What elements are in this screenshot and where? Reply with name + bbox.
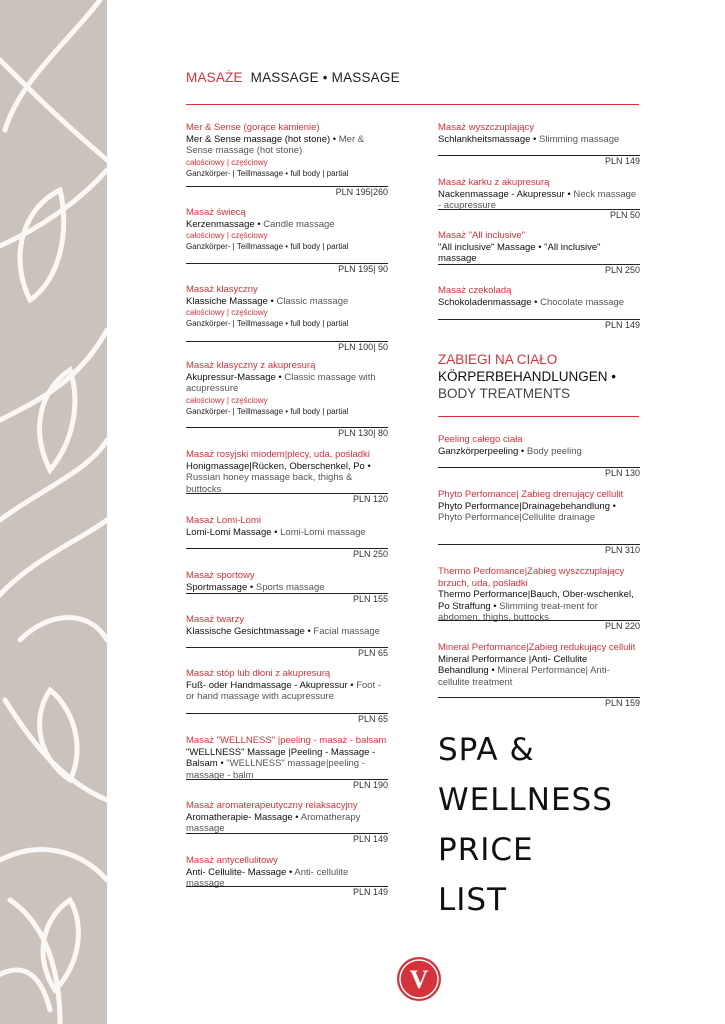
- item-price: PLN 195|260: [335, 187, 388, 197]
- heading-rest: MASSAGE • MASSAGE: [250, 70, 400, 85]
- item-name-de-en: [186, 812, 388, 835]
- item-name-pl: Masaż "All inclusive": [438, 230, 525, 241]
- heading-pl: MASAŻE: [186, 70, 243, 85]
- scope-de-en: Ganzkörper- | Teillmassage • full body | partial: [186, 319, 349, 328]
- item-name-en: Facial massage: [313, 625, 380, 637]
- item-price: PLN 130| 80: [338, 428, 388, 438]
- price-item: [438, 489, 640, 524]
- item-name-en: Foot - or hand massage with acupressure: [186, 679, 381, 702]
- item-name-pl: Peeling całego ciała: [438, 434, 523, 445]
- item-name-de: Lomi-Lomi Massage •: [186, 526, 278, 538]
- item-name-pl: Masaż sportowy: [186, 570, 255, 581]
- item-name-en: Neck massage - acupressure: [438, 188, 637, 211]
- price-item: [438, 122, 640, 145]
- item-name-en: Anti- cellulite massage: [186, 866, 349, 889]
- item-name-en: Classic massage with acupressure: [186, 371, 376, 394]
- item-price: PLN 149: [352, 887, 388, 897]
- item-name-en: Body peeling: [526, 445, 582, 457]
- price-item: [186, 614, 388, 637]
- item-name-de-en: [186, 296, 388, 308]
- item-name-en: "WELLNESS" massage|peeling - massage - balm: [186, 758, 365, 781]
- price-item: [438, 230, 640, 265]
- item-name-de: Mer & Sense massage (hot stone) •: [186, 133, 337, 145]
- page-heading: [186, 70, 400, 85]
- body-treatments-heading: [438, 351, 648, 402]
- item-name-de-en: [186, 680, 388, 703]
- section-title-en: BODY TREATMENTS: [438, 386, 571, 401]
- item-name-en: Slimming massage: [539, 133, 620, 145]
- item-price: PLN 65: [357, 648, 388, 658]
- item-name-de-en: [438, 501, 640, 524]
- item-price: PLN 250: [604, 265, 640, 275]
- item-name-en: Phyto Performance|Cellulite drainage: [438, 512, 596, 523]
- scope-pl: całościowy | częściowy: [186, 157, 268, 167]
- item-price: PLN 50: [609, 210, 640, 220]
- item-price: PLN 155: [352, 594, 388, 604]
- item-name-en: Lomi-Lomi massage: [280, 526, 366, 538]
- title-line-1: SPA &: [438, 732, 535, 768]
- item-name-de: Phyto Performance|Drainagebehandlung •: [438, 500, 616, 512]
- item-name-de: Klassische Gesichtmassage •: [186, 625, 311, 637]
- price-item: [438, 642, 640, 688]
- header-divider: [186, 104, 639, 105]
- price-item: [186, 449, 388, 495]
- item-price: PLN 149: [604, 156, 640, 166]
- item-price: PLN 159: [604, 698, 640, 708]
- title-line-4: LIST: [438, 882, 508, 918]
- section-title-de: KÖRPERBEHANDLUNGEN •: [438, 369, 617, 384]
- title-line-2: WELLNESS: [438, 782, 613, 818]
- price-list-title: [438, 725, 613, 925]
- item-name-de-en: [186, 582, 388, 594]
- price-item: [186, 122, 388, 179]
- item-name-de: Ganzkörperpeeling •: [438, 445, 525, 457]
- item-name-en: Chocolate massage: [540, 296, 625, 308]
- item-name-de: Schokoladenmassage •: [438, 296, 538, 308]
- price-item: [186, 735, 388, 781]
- item-price: PLN 190: [352, 780, 388, 790]
- item-name-de-en: [438, 134, 640, 146]
- section-divider: [438, 416, 639, 417]
- item-name-de-en: [186, 527, 388, 539]
- item-price: PLN 195| 90: [338, 264, 388, 274]
- item-name-de-en: [186, 626, 388, 638]
- item-price: PLN 310: [604, 545, 640, 555]
- item-name-pl: Masaż antycellulitowy: [186, 855, 278, 866]
- item-name-pl: Masaż karku z akupresurą: [438, 177, 550, 188]
- price-item: [186, 284, 388, 329]
- scope-de-en: Ganzkörper- | Teillmassage • full body | partial: [186, 406, 349, 416]
- price-item: [186, 855, 388, 890]
- item-name-en: Russian honey massage back, thighs & buttocks: [186, 472, 353, 495]
- price-item: [438, 285, 640, 308]
- item-name-pl: Masaż klasyczny z akupresurą: [186, 360, 316, 371]
- item-price: PLN 130: [604, 468, 640, 478]
- scope-pl: całościowy | częściowy: [186, 231, 268, 240]
- item-name-pl: Masaż klasyczny: [186, 284, 258, 295]
- item-name-pl: Masaż "WELLNESS" |peeling - masaż - balsam: [186, 735, 387, 746]
- item-name-de: Sportmassage •: [186, 581, 254, 593]
- item-name-pl: Masaż aromaterapeutyczny relaksacyjny: [186, 800, 358, 811]
- item-name-de: Anti- Cellulite- Massage •: [186, 866, 293, 878]
- price-item: [186, 800, 388, 835]
- item-price: PLN 100| 50: [338, 342, 388, 352]
- price-item: [438, 566, 640, 624]
- item-name-de: Kerzenmassage •: [186, 218, 261, 230]
- item-name-de: Aromatherapie- Massage •: [186, 811, 299, 823]
- item-name-en: Classic massage: [276, 295, 349, 307]
- item-name-pl: Phyto Perfomance| Zabieg drenujący cellulit: [438, 489, 624, 500]
- item-name-de-en: [438, 589, 640, 624]
- item-name-en: Sports massage: [255, 581, 325, 593]
- v-logo-icon: [395, 955, 443, 1003]
- item-name-pl: Masaż rosyjski miodem|plecy, uda, pośladki: [186, 449, 370, 460]
- item-name-en: Aromatherapy massage: [186, 811, 361, 834]
- item-name-de: Schlankheitsmassage •: [438, 133, 537, 145]
- item-name-pl: Masaż czekoladą: [438, 285, 512, 296]
- item-name-de: Thermo Performance|Bauch, Ober-wschenkel, Po Straffung •: [438, 589, 634, 612]
- item-name-de-en: [438, 297, 640, 309]
- decorative-sidebar: [0, 0, 107, 1024]
- item-name-de-en: [438, 242, 640, 265]
- logo-letter: V: [409, 965, 429, 994]
- scope-pl: całościowy | częściowy: [186, 308, 268, 317]
- item-name-pl: Masaż stóp lub dłoni z akupresurą: [186, 668, 331, 679]
- item-name-pl: Thermo Perfomance|Zabieg wyszczuplający brzuch, uda, pośladki: [438, 566, 625, 589]
- item-name-de: Klassiche Massage •: [186, 295, 274, 307]
- item-price: PLN 65: [357, 714, 388, 724]
- item-price: PLN 120: [352, 494, 388, 504]
- price-item: [438, 434, 640, 457]
- scope-de-en: Ganzkörper- | Teillmassage • full body | partial: [186, 242, 349, 251]
- item-name-pl: Masaż świecą: [186, 207, 246, 218]
- item-name-de: Fuß- oder Handmassage - Akupressur •: [186, 679, 354, 691]
- item-name-de: Honigmassage|Rücken, Oberschenkel, Po •: [186, 460, 371, 472]
- item-name-de-en: [186, 372, 388, 395]
- leaf-pattern-icon: [0, 0, 107, 1024]
- item-name-en: Mineral Performance| Anti- cellulite treatment: [438, 665, 610, 688]
- item-price: PLN 149: [352, 834, 388, 844]
- item-name-de-en: [438, 654, 640, 689]
- title-line-3: PRICE: [438, 832, 534, 868]
- price-item: [186, 570, 388, 593]
- item-name-de: Akupressur-Massage •: [186, 371, 282, 383]
- item-name-pl: Mer & Sense (gorące kamienie): [186, 122, 320, 133]
- item-name-de-en: [438, 446, 640, 458]
- item-name-de-en: [186, 219, 388, 231]
- logo: [395, 955, 443, 1003]
- item-price: PLN 220: [604, 621, 640, 631]
- item-name-de: "All inclusive" Massage • "All inclusive" massage: [438, 241, 601, 264]
- price-item: [186, 207, 388, 252]
- scope-pl: całościowy | częściowy: [186, 395, 268, 405]
- item-price: PLN 250: [352, 549, 388, 559]
- section-title-pl: ZABIEGI NA CIAŁO: [438, 352, 558, 367]
- item-name-de-en: [186, 747, 388, 782]
- item-name-de-en: [186, 461, 388, 496]
- item-name-de: Mineral Performance |Anti- Cellulite Behandlung •: [438, 653, 588, 676]
- item-name-pl: Masaż wyszczuplający: [438, 122, 535, 133]
- item-name-pl: Masaż Lomi-Lomi: [186, 515, 261, 526]
- item-name-en: Slimming treat-ment for abdomen, thighs, buttocks: [438, 600, 598, 623]
- item-name-en: Candle massage: [263, 218, 335, 230]
- item-name-pl: Mineral Performance|Zabieg redukujący cellulit: [438, 642, 636, 653]
- scope-de-en: Ganzkörper- | Teillmassage • full body | partial: [186, 168, 349, 178]
- price-item: [438, 177, 640, 212]
- price-item: [186, 515, 388, 538]
- price-item: [186, 360, 388, 417]
- item-name-de: "WELLNESS" Massage |Peeling - Massage - Balsam •: [186, 746, 376, 769]
- item-name-pl: Masaż twarzy: [186, 614, 245, 625]
- item-price: PLN 149: [604, 320, 640, 330]
- item-name-en: Mer & Sense massage (hot stone): [186, 133, 365, 156]
- item-name-de-en: [186, 134, 388, 157]
- item-name-de: Nackenmassage - Akupressur •: [438, 188, 571, 200]
- price-item: [186, 668, 388, 703]
